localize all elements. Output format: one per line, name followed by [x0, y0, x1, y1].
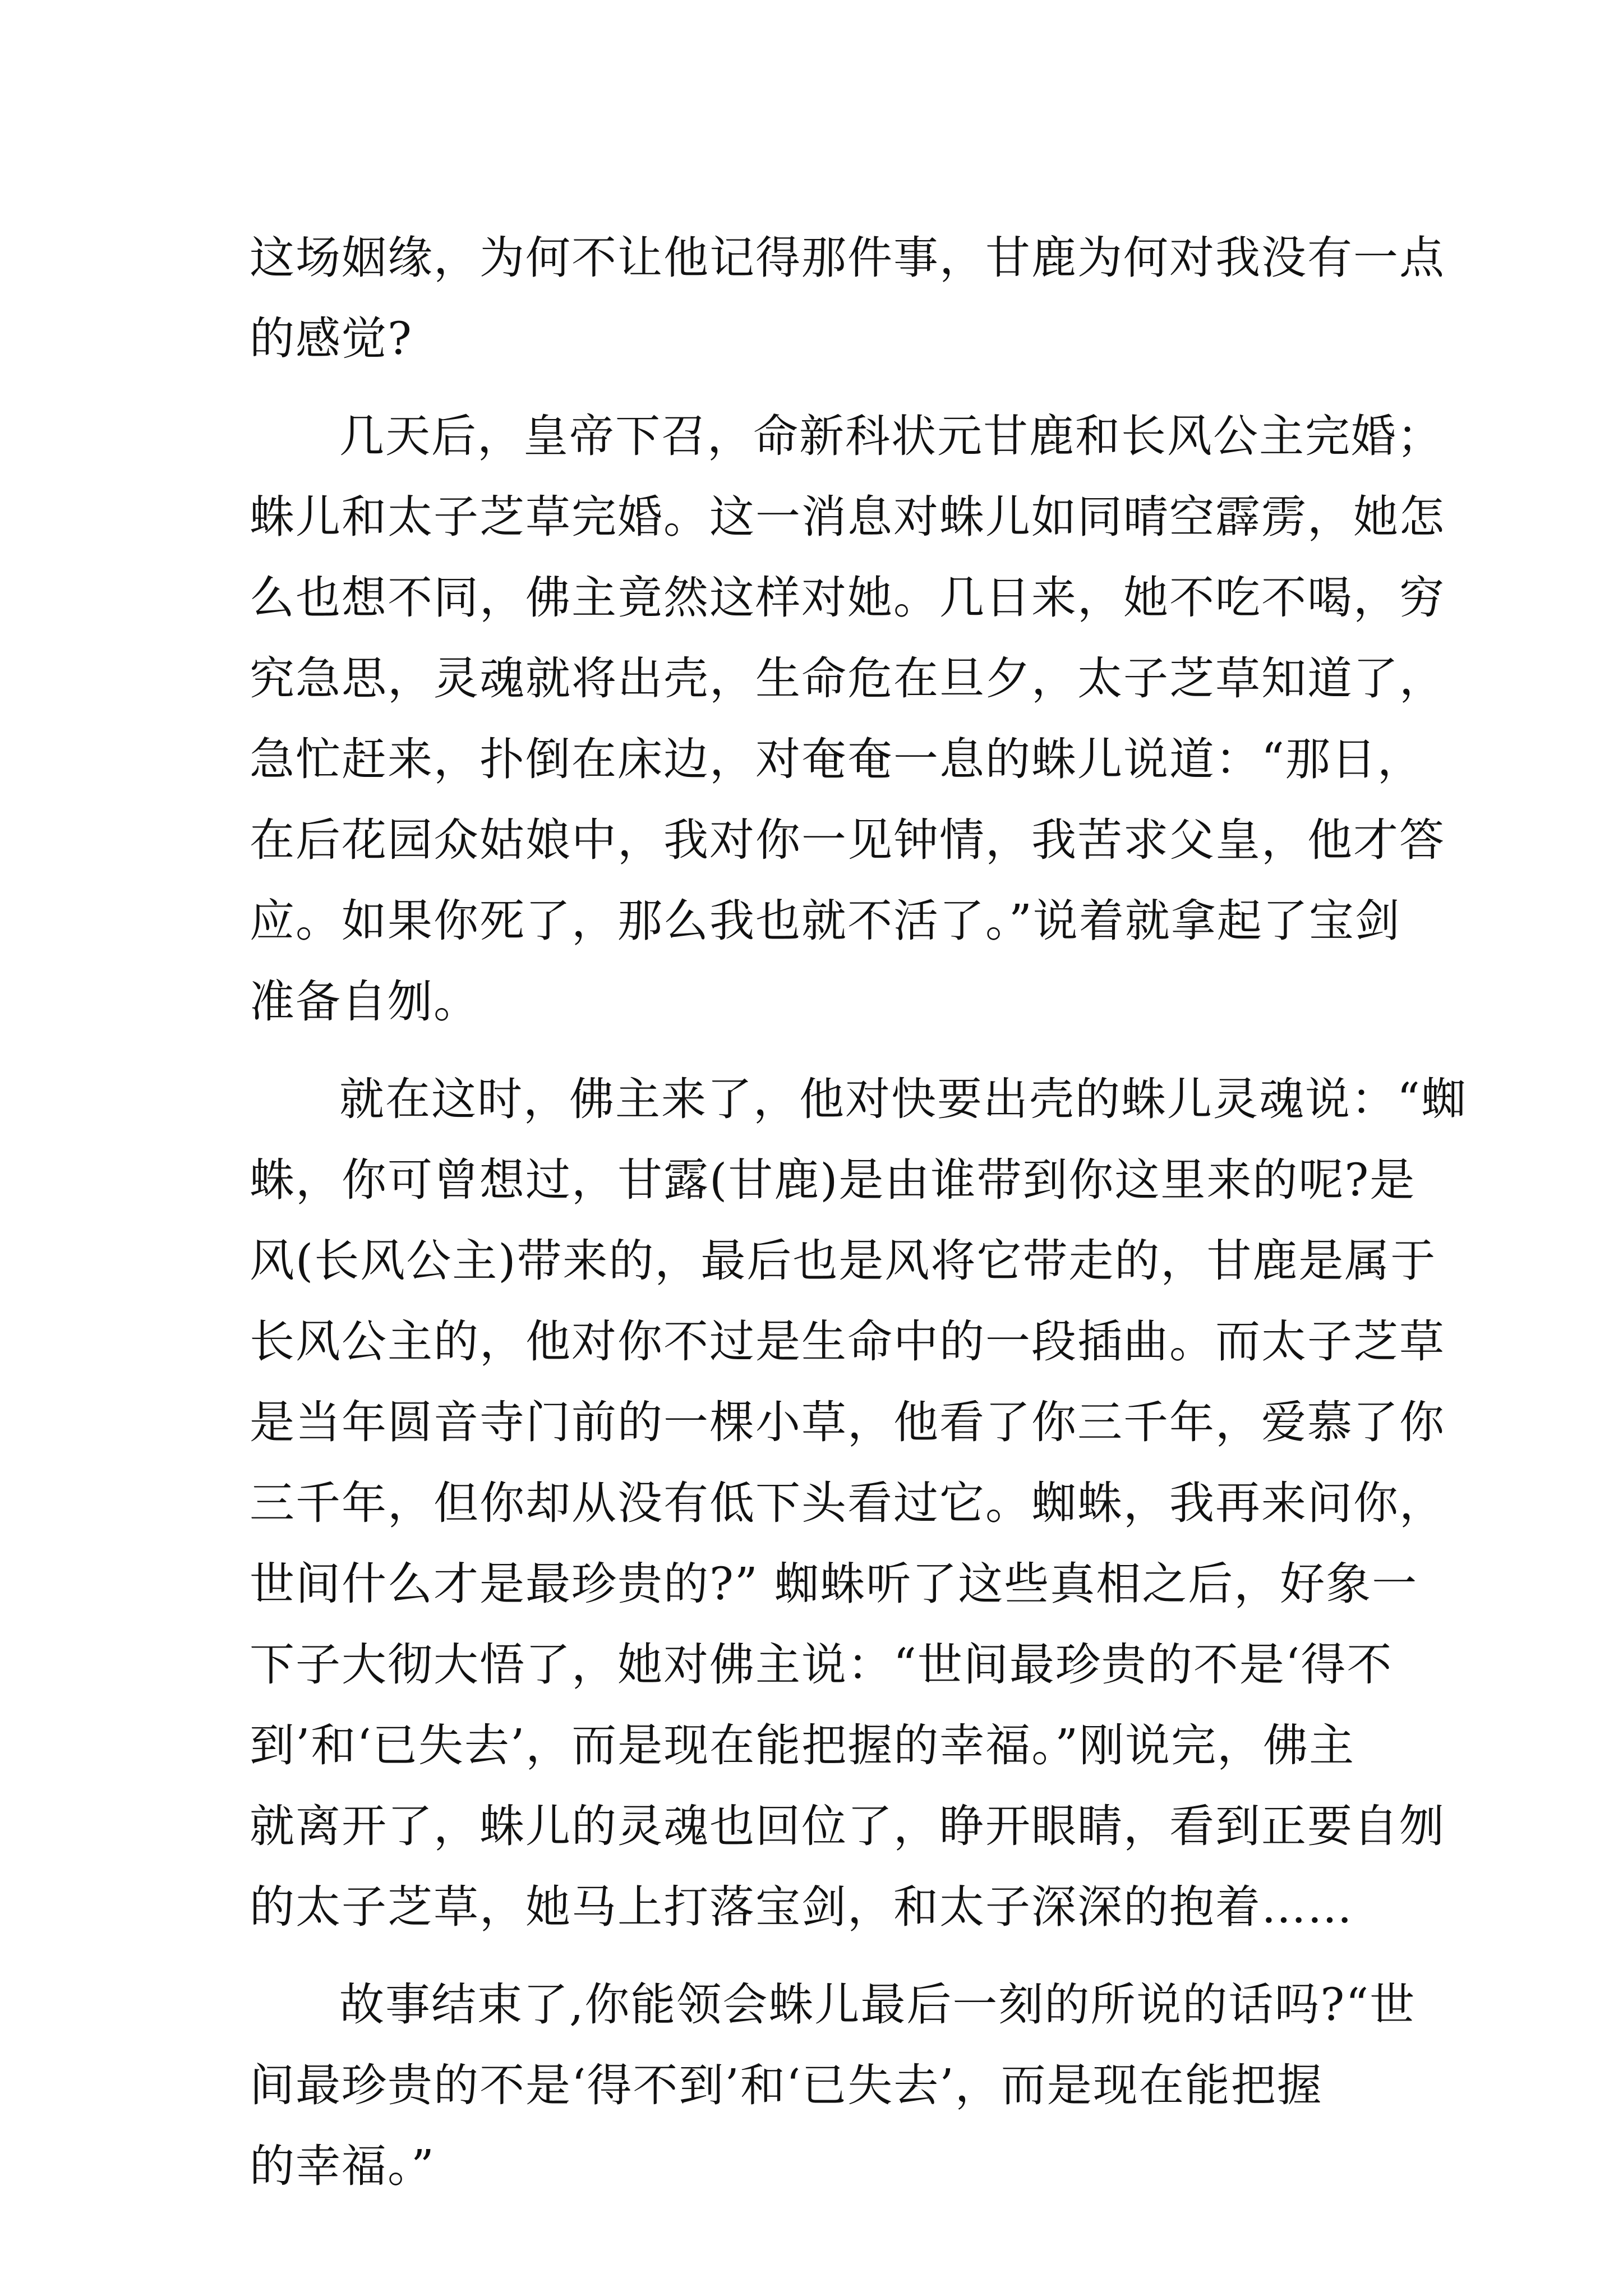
text-line: 的太子芝草，她马上打落宝剑，和太子深深的抱着……: [250, 1881, 1353, 1933]
text-line: 下子大彻大悟了，她对佛主说：“世间最珍贵的不是‘得不: [250, 1639, 1393, 1691]
text-line: 世间什么才是最珍贵的?” 蜘蛛听了这些真相之后，好象一: [250, 1558, 1418, 1610]
text-line: 长风公主的，他对你不过是生命中的一段插曲。而太子芝草: [250, 1315, 1445, 1368]
text-line: 三千年，但你却从没有低下头看过它。蜘蛛，我再来问你，: [250, 1477, 1445, 1529]
paragraph-1: [250, 218, 1445, 379]
document-body: [250, 218, 1467, 2207]
text-line: 风(长风公主)带来的，最后也是风将它带走的，甘鹿是属于: [250, 1235, 1437, 1287]
text-line: 蛛儿和太子芝草完婚。这一消息对蛛儿如同晴空霹雳，她怎: [250, 491, 1445, 543]
text-line: 是当年圆音寺门前的一棵小草，他看了你三千年，爱慕了你: [250, 1396, 1445, 1448]
text-line: 间最珍贵的不是‘得不到’和‘已失去’，而是现在能把握: [250, 2059, 1323, 2111]
text-line: 究急思，灵魂就将出壳，生命危在旦夕，太子芝草知道了，: [250, 652, 1445, 705]
text-line: 就在这时，佛主来了，他对快要出壳的蛛儿灵魂说：“蜘: [339, 1073, 1467, 1125]
text-line: 在后花园众姑娘中，我对你一见钟情，我苦求父皇，他才答: [250, 814, 1445, 866]
text-line: 蛛，你可曾想过，甘露(甘鹿)是由谁带到你这里来的呢?是: [250, 1154, 1416, 1206]
text-line: 应。如果你死了，那么我也就不活了。”说着就拿起了宝剑: [250, 895, 1401, 947]
paragraph-4: [250, 1964, 1416, 2207]
text-line: 故事结束了,你能领会蛛儿最后一刻的所说的话吗?“世: [339, 1978, 1416, 2031]
paragraph-3: [250, 1059, 1467, 1948]
text-line: 急忙赶来，扑倒在床边，对奄奄一息的蛛儿说道：“那日，: [250, 733, 1423, 785]
paragraph-2: [250, 396, 1445, 1042]
text-line: 么也想不同，佛主竟然这样对她。几日来，她不吃不喝，穷: [250, 572, 1445, 624]
text-line: 的幸福。”: [250, 2140, 435, 2192]
text-line: 到’和‘已失去’，而是现在能把握的幸福。”刚说完，佛主: [250, 1719, 1355, 1772]
text-line: 的感觉?: [250, 312, 413, 365]
text-line: 就离开了，蛛儿的灵魂也回位了，睁开眼睛，看到正要自刎: [250, 1800, 1445, 1852]
text-line: 这场姻缘，为何不让他记得那件事，甘鹿为何对我没有一点: [250, 232, 1445, 284]
text-line: 准备自刎。: [250, 976, 479, 1028]
text-line: 几天后，皇帝下召，命新科状元甘鹿和长风公主完婚；: [339, 410, 1443, 462]
